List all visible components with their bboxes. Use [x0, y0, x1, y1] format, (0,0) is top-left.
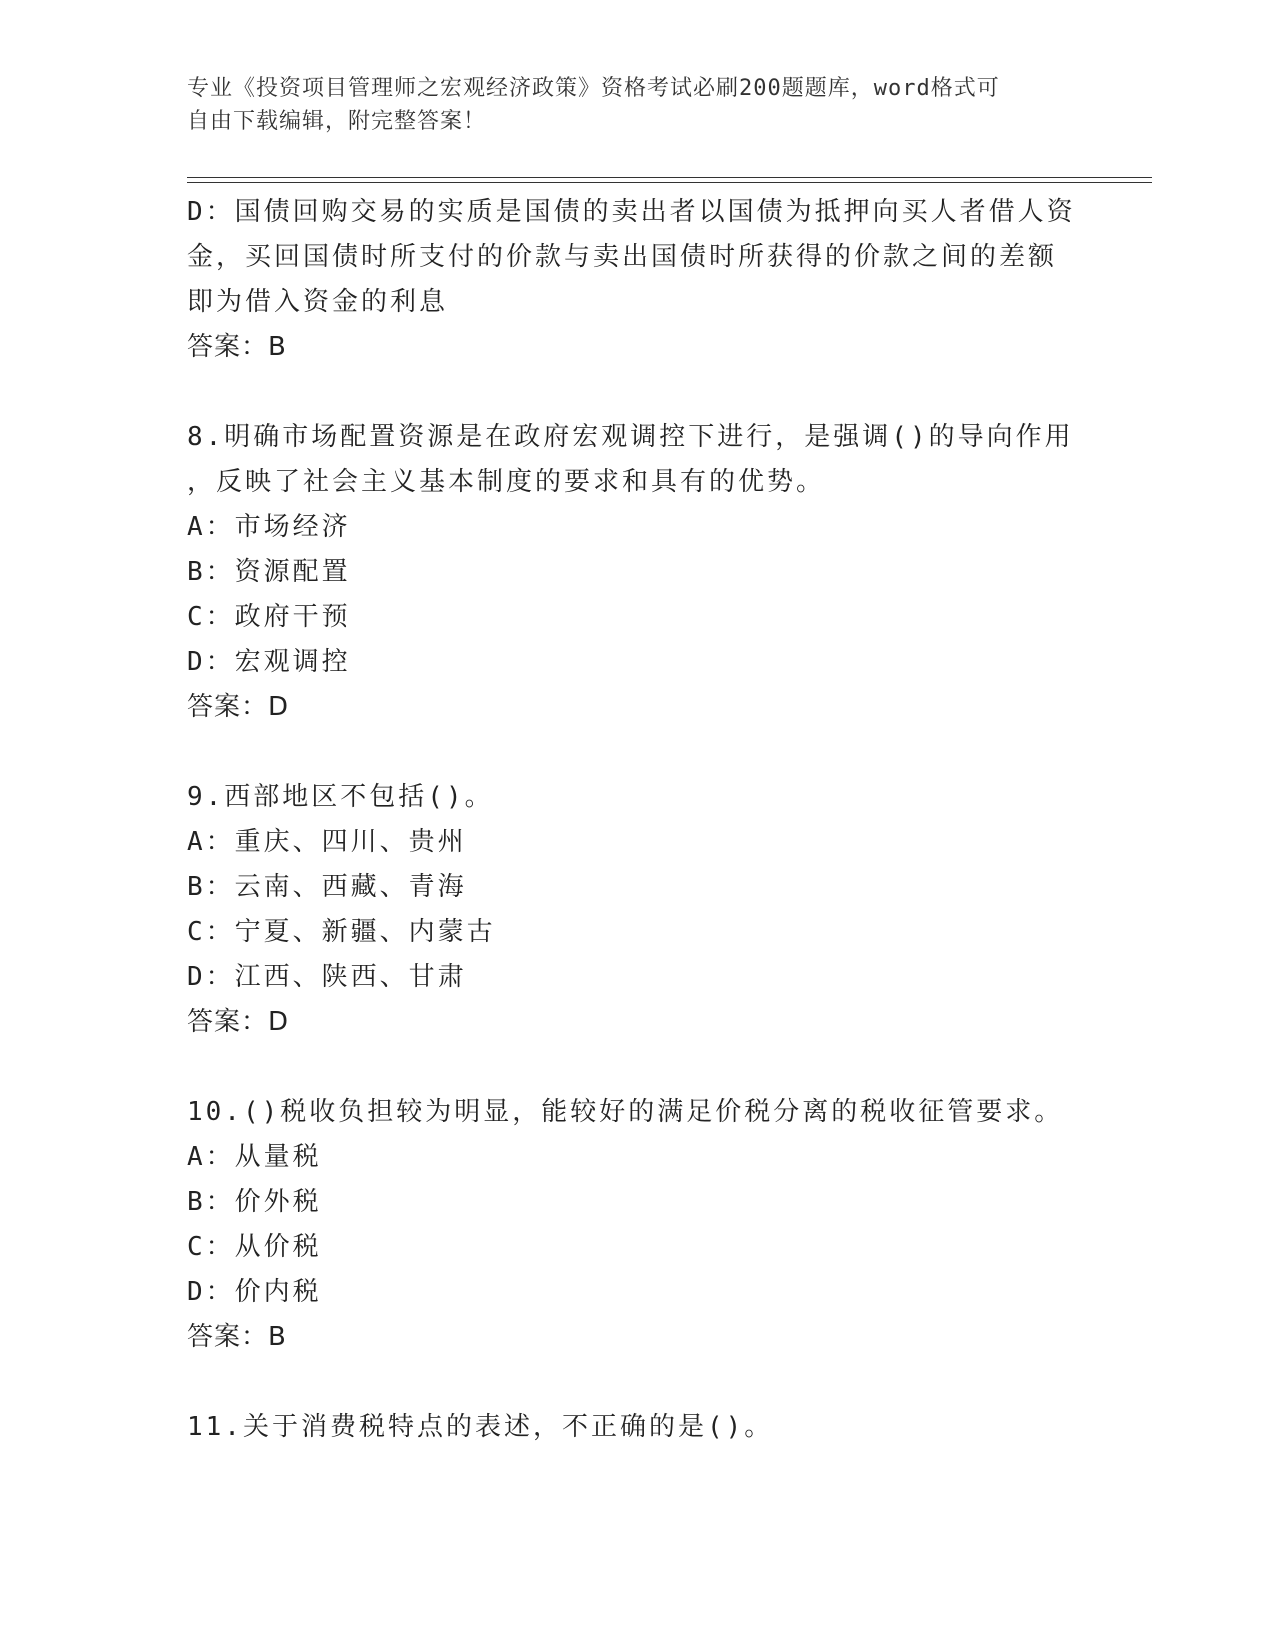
answer: 答案：D: [187, 692, 290, 722]
option-b: B：资源配置: [187, 557, 351, 587]
option-c: C：宁夏、新疆、内蒙古: [187, 917, 496, 947]
option-d: D：宏观调控: [187, 647, 351, 677]
question-10: [187, 1090, 1087, 1360]
question-stem-line-2: ，反映了社会主义基本制度的要求和具有的优势。: [187, 467, 826, 497]
answer: 答案：B: [187, 1322, 287, 1352]
question-stem: 10.()税收负担较为明显，能较好的满足价税分离的税收征管要求。: [187, 1097, 1064, 1127]
option-a: A：从量税: [187, 1142, 322, 1172]
option-d: D：江西、陕西、甘肃: [187, 962, 467, 992]
header-divider-bottom: [187, 182, 1152, 183]
document-header: [187, 72, 1067, 138]
option-b: B：价外税: [187, 1187, 322, 1217]
option-a: A：重庆、四川、贵州: [187, 827, 467, 857]
header-line-1: 专业《投资项目管理师之宏观经济政策》资格考试必刷200题题库，word格式可: [187, 76, 1000, 101]
option-d-line-2: 金，买回国债时所支付的价款与卖出国债时所获得的价款之间的差额: [187, 242, 1058, 272]
question-stem-line-1: 8.明确市场配置资源是在政府宏观调控下进行，是强调()的导向作用: [187, 422, 1074, 452]
answer: 答案：D: [187, 1007, 290, 1037]
question-7-tail: [187, 190, 1087, 370]
option-d-line-3: 即为借入资金的利息: [187, 287, 449, 317]
option-a: A：市场经济: [187, 512, 351, 542]
option-c: C：政府干预: [187, 602, 351, 632]
question-stem: 11.关于消费税特点的表述，不正确的是()。: [187, 1412, 774, 1442]
question-9: [187, 775, 1087, 1045]
option-d: D：价内税: [187, 1277, 322, 1307]
header-divider-top: [187, 177, 1152, 178]
question-list: [187, 190, 1087, 1450]
option-b: B：云南、西藏、青海: [187, 872, 467, 902]
question-8: [187, 415, 1087, 730]
header-line-2: 自由下载编辑，附完整答案！: [187, 109, 487, 134]
question-stem: 9.西部地区不包括()。: [187, 782, 494, 812]
option-d-line-1: D：国债回购交易的实质是国债的卖出者以国债为抵押向买人者借人资: [187, 197, 1076, 227]
option-c: C：从价税: [187, 1232, 322, 1262]
question-11: [187, 1405, 1087, 1450]
answer: 答案：B: [187, 332, 287, 362]
